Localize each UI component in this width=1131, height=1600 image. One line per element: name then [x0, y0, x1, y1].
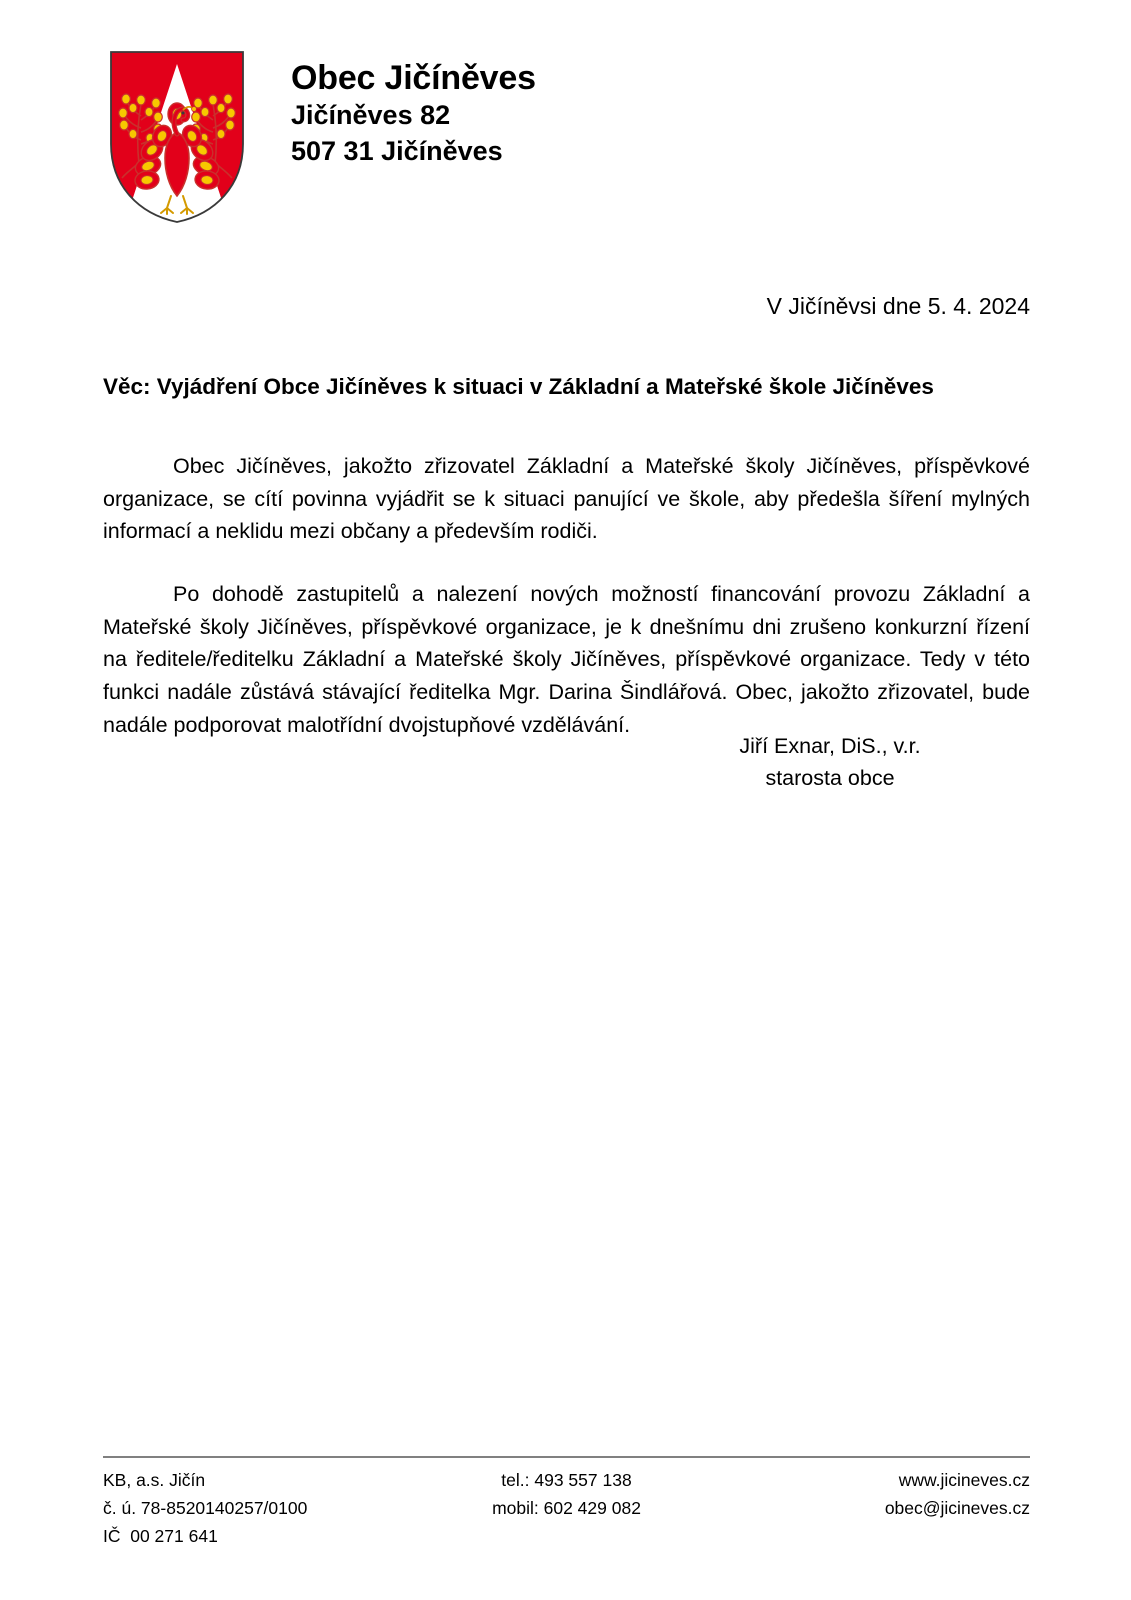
organization-block — [291, 46, 536, 169]
body-paragraph: Po dohodě zastupitelů a nalezení nových možností financování provozu Základní a Mateřské školy Jičíněves, příspěvkové organizace, je k dnešnímu dni zrušeno konkurzní řízení na ředitele/ředitelku Základní a Mateřské školy Jičíněves, příspěvkové organizace. Tedy v této funkci nadále zůstává stávající ředitelka Mgr. Darina Šindlářová. Obec, jakožto zřizovatel, bude nadále podporovat malotřídní dvojstupňové vzdělávání. — [103, 582, 1030, 737]
footer-bank-name: KB, a.s. Jičín — [103, 1470, 206, 1490]
jicineves-coat-of-arms-icon — [103, 46, 251, 226]
page-footer — [103, 1466, 1030, 1550]
footer-divider — [103, 1456, 1030, 1458]
organization-name: Obec Jičíněves — [291, 59, 536, 97]
letter-body — [103, 450, 1030, 741]
footer-account-number: č. ú. 78-8520140257/0100 — [103, 1498, 308, 1518]
address-line-1: Jičíněves 82 — [291, 100, 451, 131]
place-and-date: V Jičíněvsi dne 5. 4. 2024 — [766, 293, 1030, 319]
signature-block — [630, 730, 1030, 795]
footer-web-column — [730, 1466, 1030, 1522]
signer-title: starosta obce — [765, 766, 895, 791]
body-paragraph: Obec Jičíněves, jakožto zřizovatel Základní a Mateřské školy Jičíněves, příspěvkové organizace, se cítí povinna vyjádřit se k situaci panující ve škole, aby předešla šíření mylných informací a neklidu mezi občany a především rodiči. — [103, 454, 1030, 544]
signer-name: Jiří Exnar, DiS., v.r. — [739, 734, 921, 758]
letterhead — [103, 46, 536, 226]
footer-mobile: mobil: 602 429 082 — [492, 1498, 641, 1518]
footer-website[interactable]: www.jicineves.cz — [898, 1470, 1030, 1490]
footer-bank-column — [103, 1466, 403, 1550]
address-line-2: 507 31 Jičíněves — [291, 135, 503, 166]
subject-line: Věc: Vyjádření Obce Jičíněves k situaci v Základní a Mateřské škole Jičíněves — [103, 374, 934, 399]
footer-ico: IČ 00 271 641 — [103, 1526, 218, 1546]
footer-email[interactable]: obec@jicineves.cz — [884, 1498, 1030, 1518]
footer-phone-column — [417, 1466, 717, 1522]
footer-phone: tel.: 493 557 138 — [501, 1470, 632, 1490]
